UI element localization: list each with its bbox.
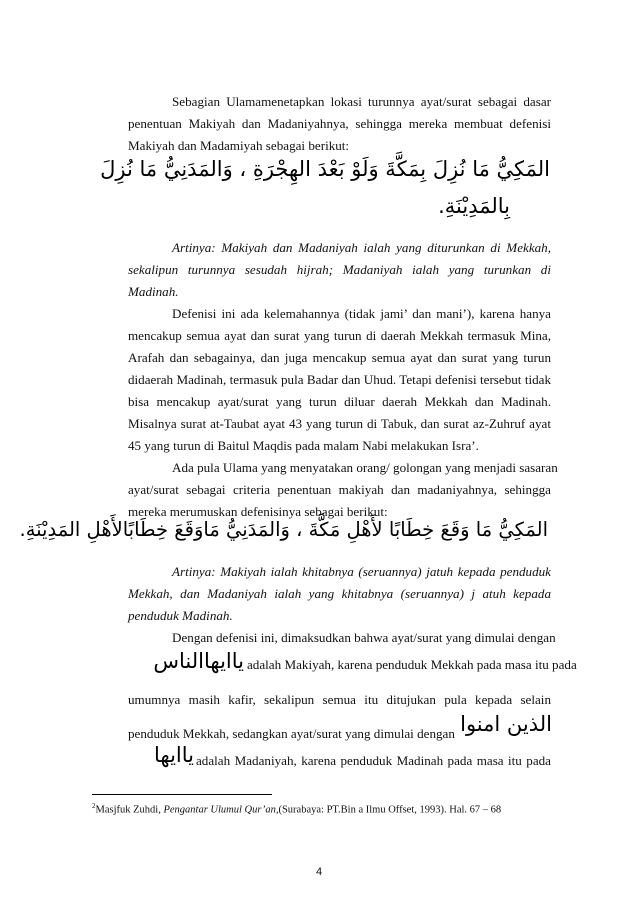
translation1-line1: Artinya: Makiyah dan Madaniyah ialah yang diturunkan di Mekkah, xyxy=(172,240,551,255)
footnote-separator xyxy=(92,794,272,795)
translation2-line3: penduduk Madinah. xyxy=(128,608,233,623)
arabic-definition-2: المَكِيُّ مَا وَقَعَ خِطَابًا لأَهْلِ مَكَّةَ ، وَالمَدَنِيُّ مَاوَقَعَ خِطَابًالأَهْلِ المَدِيْنَةِ. xyxy=(19,518,548,541)
para3-line2: ayat/surat sebagai criteria penentuan makiyah dan madaniyahnya, sehingga xyxy=(128,482,551,497)
arabic-phrase-ya-ayyuha: ياايها xyxy=(153,743,194,767)
arabic-definition-1-line1: المَكِيُّ مَا نُزِلَ بِمَكَّةَ وَلَوْ بَعْدَ الهِجْرَةِ ، وَالمَدَنِيُّ مَا نُزِلَ xyxy=(100,157,550,181)
footnote xyxy=(92,800,501,817)
para2-line6: Misalnya surat at-Taubat ayat 43 yang turun di Tabuk, dan surat az-Zuhruf ayat xyxy=(128,416,551,431)
para2-line7: 45 yang turun di Baitul Maqdis pada malam Nabi melakukan Isra’. xyxy=(128,438,479,453)
arabic-phrase-ya-ayyuhan-nas: ياايهاالناس xyxy=(153,649,244,673)
page-number: 4 xyxy=(315,866,323,878)
arabic-definition-1-line2: بِالمَدِيْنَةِ. xyxy=(438,194,510,218)
para4-line1: Dengan defenisi ini, dimaksudkan bahwa ayat/surat yang dimulai dengan xyxy=(172,630,556,645)
para4-line2: adalah Makiyah, karena penduduk Mekkah pada masa itu pada xyxy=(247,657,577,672)
para1-line1: Sebagian Ulamamenetapkan lokasi turunnya ayat/surat sebagai dasar xyxy=(172,94,551,109)
arabic-phrase-alladzina-amanu: الذين امنوا xyxy=(460,712,552,736)
translation2-line2: Mekkah, dan Madaniyah ialah yang khitabnya (seruannya) j atuh kepada xyxy=(128,586,551,601)
para1-line3: Makiyah dan Madamiyah sebagai berikut: xyxy=(128,138,350,153)
footnote-author: Masjfuk Zuhdi, xyxy=(95,804,164,816)
para4-line3: umumnya masih kafir, sekalipun semua itu ditujukan pula kepada selain xyxy=(128,692,551,707)
para4-line4: penduduk Mekkah, sedangkan ayat/surat yang dimulai dengan xyxy=(128,726,455,741)
para2-line3: Arafah dan sebagainya, dan juga mencakup semua ayat dan surat yang turun xyxy=(128,350,551,365)
para2-line5: bisa mencakup ayat/surat yang turun diluar daerah Mekkah dan Madinah. xyxy=(128,394,551,409)
footnote-marker: 2 xyxy=(92,802,96,810)
footnote-title: Pengantar Ulumul Qur’an, xyxy=(163,804,279,816)
para2-line1: Defenisi ini ada kelemahannya (tidak jami’ dan mani’), karena hanya xyxy=(172,306,551,321)
translation2-line1: Artinya: Makiyah ialah khitabnya (seruannya) jatuh kepada penduduk xyxy=(172,564,551,579)
translation1-line2: sekalipun turunnya sesudah hijrah; Madaniyah ialah yang turunkan di xyxy=(128,262,551,277)
para2-line2: mencakup semua ayat dan surat yang turun di daerah Mekkah termasuk Mina, xyxy=(128,328,551,343)
para3-line3: mereka merumuskan defenisinya sebagai berikut: xyxy=(128,504,388,519)
para3-line1: Ada pula Ulama yang menyatakan orang/ golongan yang menjadi sasaran xyxy=(172,460,558,475)
footnote-publication: (Surabaya: PT.Bin a Ilmu Offset, 1993). Hal. 67 – 68 xyxy=(278,804,502,816)
para2-line4: didaerah Madinah, termasuk pula Badar dan Uhud. Tetapi defenisi tersebut tidak xyxy=(128,372,551,387)
para4-line5: adalah Madaniyah, karena penduduk Madinah pada masa itu pada xyxy=(196,753,551,768)
translation1-line3: Madinah. xyxy=(128,284,179,299)
para1-line2: penentuan Makiyah dan Madaniyahnya, sehingga mereka membuat defenisi xyxy=(128,116,551,131)
